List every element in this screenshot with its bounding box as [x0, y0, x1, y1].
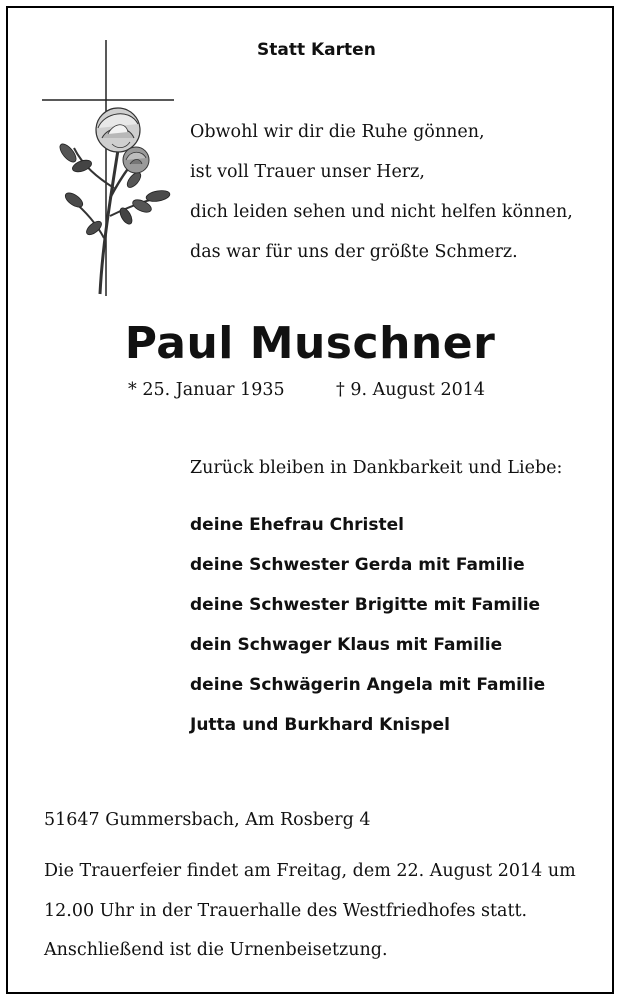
mourner-name: dein Schwager Klaus mit Familie — [190, 635, 503, 655]
mourner-name: deine Schwester Brigitte mit Familie — [190, 595, 541, 615]
death-date: † 9. August 2014 — [336, 380, 486, 400]
poem-line: ist voll Trauer unser Herz, — [190, 162, 425, 182]
mourners-list — [190, 505, 545, 745]
poem-line: das war für uns der größte Schmerz. — [190, 242, 518, 262]
poem-line: Obwohl wir dir die Ruhe gönnen, — [190, 122, 485, 142]
mourner-name: Jutta und Burkhard Knispel — [190, 715, 450, 735]
cross-icon — [42, 40, 174, 296]
mourner-name: deine Schwester Gerda mit Familie — [190, 555, 525, 575]
cross-and-rose-motif — [38, 38, 180, 298]
birth-date: * 25. Januar 1935 — [128, 380, 285, 400]
rose-icon — [57, 108, 171, 294]
poem-line: dich leiden sehen und nicht helfen können, — [190, 202, 573, 222]
service-line: 12.00 Uhr in der Trauerhalle des Westfriedhofes statt. — [44, 901, 528, 921]
header-statt-karten: Statt Karten — [257, 40, 376, 60]
funeral-service-info — [44, 851, 589, 931]
mourner-name: deine Schwägerin Angela mit Familie — [190, 675, 546, 695]
address: 51647 Gummersbach, Am Rosberg 4 — [44, 810, 371, 830]
service-line: Die Trauerfeier findet am Freitag, dem 22. August 2014 um — [44, 861, 576, 881]
mourners-intro: Zurück bleiben in Dankbarkeit und Liebe: — [190, 458, 563, 478]
urn-burial-info: Anschließend ist die Urnenbeisetzung. — [44, 940, 388, 960]
poem — [190, 112, 573, 272]
deceased-name: Paul Muschner — [124, 318, 496, 369]
mourner-name: deine Ehefrau Christel — [190, 515, 404, 535]
